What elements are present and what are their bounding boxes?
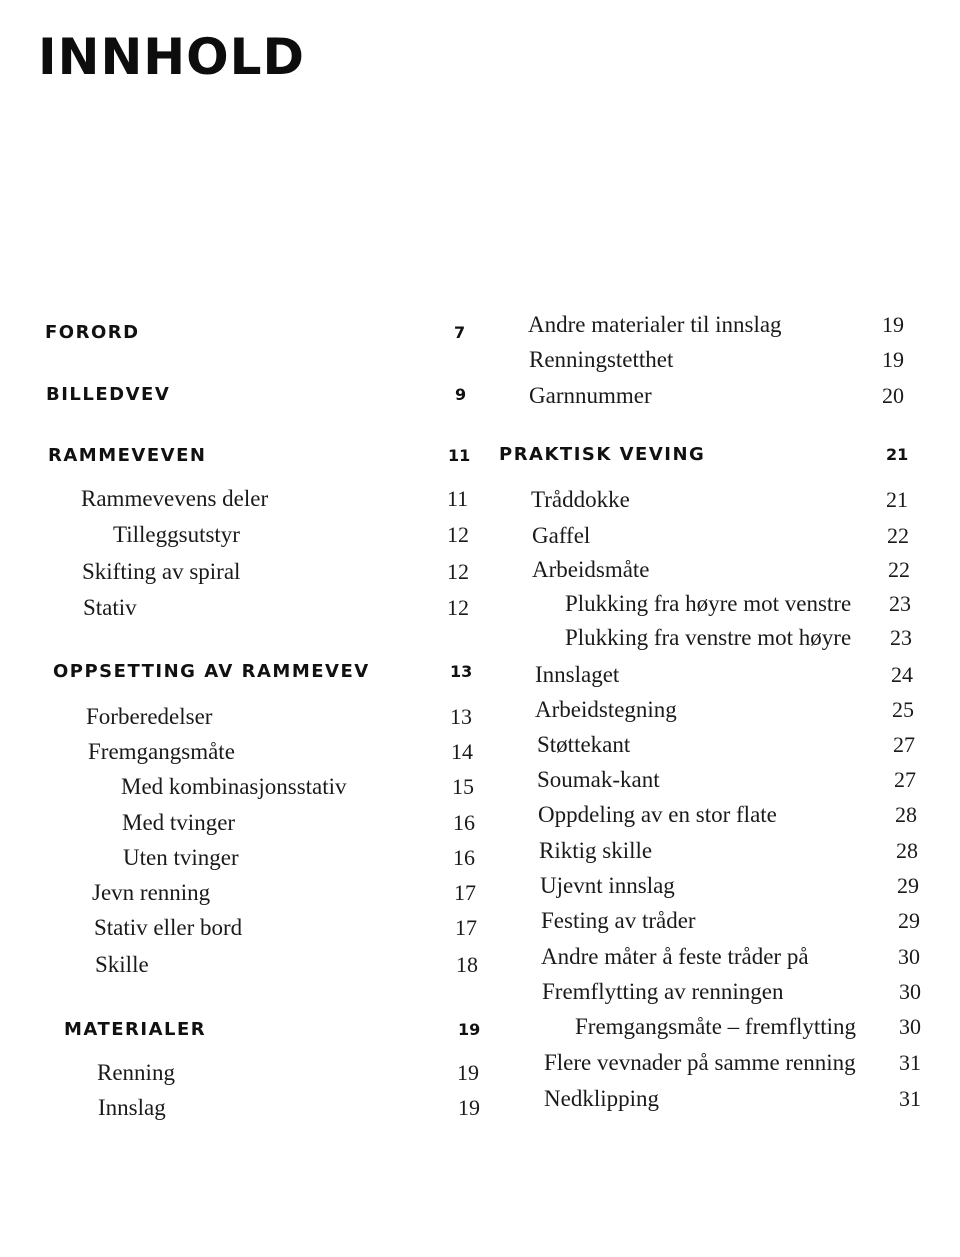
toc-heading-label: RAMMEVEVEN — [48, 445, 207, 466]
toc-heading-label: BILLEDVEV — [46, 384, 171, 405]
toc-entry-label: Ujevnt innslag — [540, 873, 675, 898]
toc-entry-page: 23 — [890, 625, 912, 650]
toc-entry-label: Plukking fra venstre mot høyre — [565, 625, 852, 650]
toc-entry-page: 13 — [450, 704, 472, 729]
toc-heading-label: FORORD — [45, 322, 140, 343]
toc-entry-page: 22 — [888, 557, 910, 582]
toc-entry-label: Andre måter å feste tråder på — [541, 944, 809, 969]
toc-entry-label: Fremgangsmåte – fremflytting — [575, 1014, 857, 1039]
toc-entry-page: 19 — [882, 312, 904, 337]
toc-entry-label: Innslaget — [535, 662, 620, 687]
toc-entry-page: 30 — [898, 944, 920, 969]
toc-entry-label: Stativ — [83, 595, 137, 620]
toc-heading-page: 21 — [886, 445, 909, 464]
toc-entry-label: Soumak-kant — [537, 767, 660, 792]
toc-entry-page: 21 — [886, 487, 908, 512]
toc-entry-label: Tråddokke — [531, 487, 630, 512]
toc-entry-page: 31 — [899, 1050, 921, 1075]
toc-entry-page: 19 — [882, 347, 904, 372]
toc-heading-page: 19 — [458, 1020, 481, 1039]
toc-heading-label: PRAKTISK VEVING — [499, 444, 706, 465]
toc-entry-page: 22 — [887, 523, 909, 548]
toc-entry-page: 23 — [889, 591, 911, 616]
toc-entry-page: 28 — [896, 838, 918, 863]
page-title: INNHOLD — [38, 28, 306, 86]
toc-heading-page: 7 — [454, 323, 466, 342]
toc-entry-label: Nedklipping — [544, 1086, 659, 1111]
toc-entry-label: Andre materialer til innslag — [528, 312, 782, 337]
toc-entry-label: Med kombinasjonsstativ — [121, 774, 347, 799]
toc-entry-label: Fremgangsmåte — [88, 739, 235, 764]
toc-entry-page: 18 — [456, 952, 478, 977]
toc-entry-page: 16 — [453, 845, 475, 870]
toc-entry-label: Oppdeling av en stor flate — [538, 802, 777, 827]
toc-entry-page: 30 — [899, 1014, 921, 1039]
toc-entry-label: Renning — [97, 1060, 175, 1085]
toc-entry-page: 31 — [899, 1086, 921, 1111]
toc-entry-page: 29 — [897, 873, 919, 898]
toc-entry-page: 27 — [893, 732, 915, 757]
toc-entry-page: 14 — [451, 739, 473, 764]
toc-heading-label: OPPSETTING AV RAMMEVEV — [53, 661, 370, 682]
toc-entry-label: Arbeidstegning — [535, 697, 677, 722]
toc-entry-page: 12 — [447, 559, 469, 584]
toc-heading-page: 11 — [448, 446, 471, 465]
toc-entry-page: 19 — [458, 1095, 480, 1120]
toc-entry-label: Med tvinger — [122, 810, 236, 835]
toc-entry-page: 12 — [447, 595, 469, 620]
toc-entry-label: Stativ eller bord — [94, 915, 243, 940]
toc-entry-label: Rammevevens deler — [81, 486, 269, 511]
toc-entry-label: Støttekant — [537, 732, 631, 757]
toc-entry-page: 24 — [891, 662, 913, 687]
toc-entry-page: 17 — [454, 880, 476, 905]
toc-heading-page: 9 — [455, 385, 467, 404]
toc-entry-page: 17 — [455, 915, 477, 940]
toc-entry-label: Plukking fra høyre mot venstre — [565, 591, 852, 616]
toc-entry-page: 16 — [453, 810, 475, 835]
toc-entry-label: Innslag — [98, 1095, 166, 1120]
toc-entry-page: 28 — [895, 802, 917, 827]
toc-entry-page: 29 — [898, 908, 920, 933]
toc-entry-page: 19 — [457, 1060, 479, 1085]
toc-entry-label: Forberedelser — [86, 704, 213, 729]
toc-entry-label: Uten tvinger — [123, 845, 239, 870]
toc-entry-page: 27 — [894, 767, 916, 792]
toc-entry-page: 15 — [452, 774, 474, 799]
toc-entry-label: Fremflytting av renningen — [542, 979, 784, 1004]
toc-entry-label: Skille — [95, 952, 149, 977]
toc-entry-page: 20 — [882, 383, 904, 408]
toc-entry-label: Riktig skille — [539, 838, 653, 863]
toc-heading-page: 13 — [450, 662, 473, 681]
toc-entry-label: Jevn renning — [92, 880, 211, 905]
toc-entry-label: Skifting av spiral — [82, 559, 241, 584]
toc-entry-label: Tilleggsutstyr — [113, 522, 240, 547]
toc-entry-label: Gaffel — [532, 523, 591, 548]
toc-entry-label: Garnnummer — [529, 383, 652, 408]
toc-entry-label: Flere vevnader på samme renning — [544, 1050, 856, 1075]
toc-entry-label: Arbeidsmåte — [532, 557, 650, 582]
toc-entry-page: 25 — [892, 697, 914, 722]
toc-entry-page: 30 — [899, 979, 921, 1004]
toc-entry-label: Renningstetthet — [529, 347, 674, 372]
toc-entry-label: Festing av tråder — [541, 908, 696, 933]
toc-heading-label: MATERIALER — [64, 1019, 207, 1040]
toc-entry-page: 12 — [447, 522, 469, 547]
toc-entry-page: 11 — [447, 486, 469, 511]
